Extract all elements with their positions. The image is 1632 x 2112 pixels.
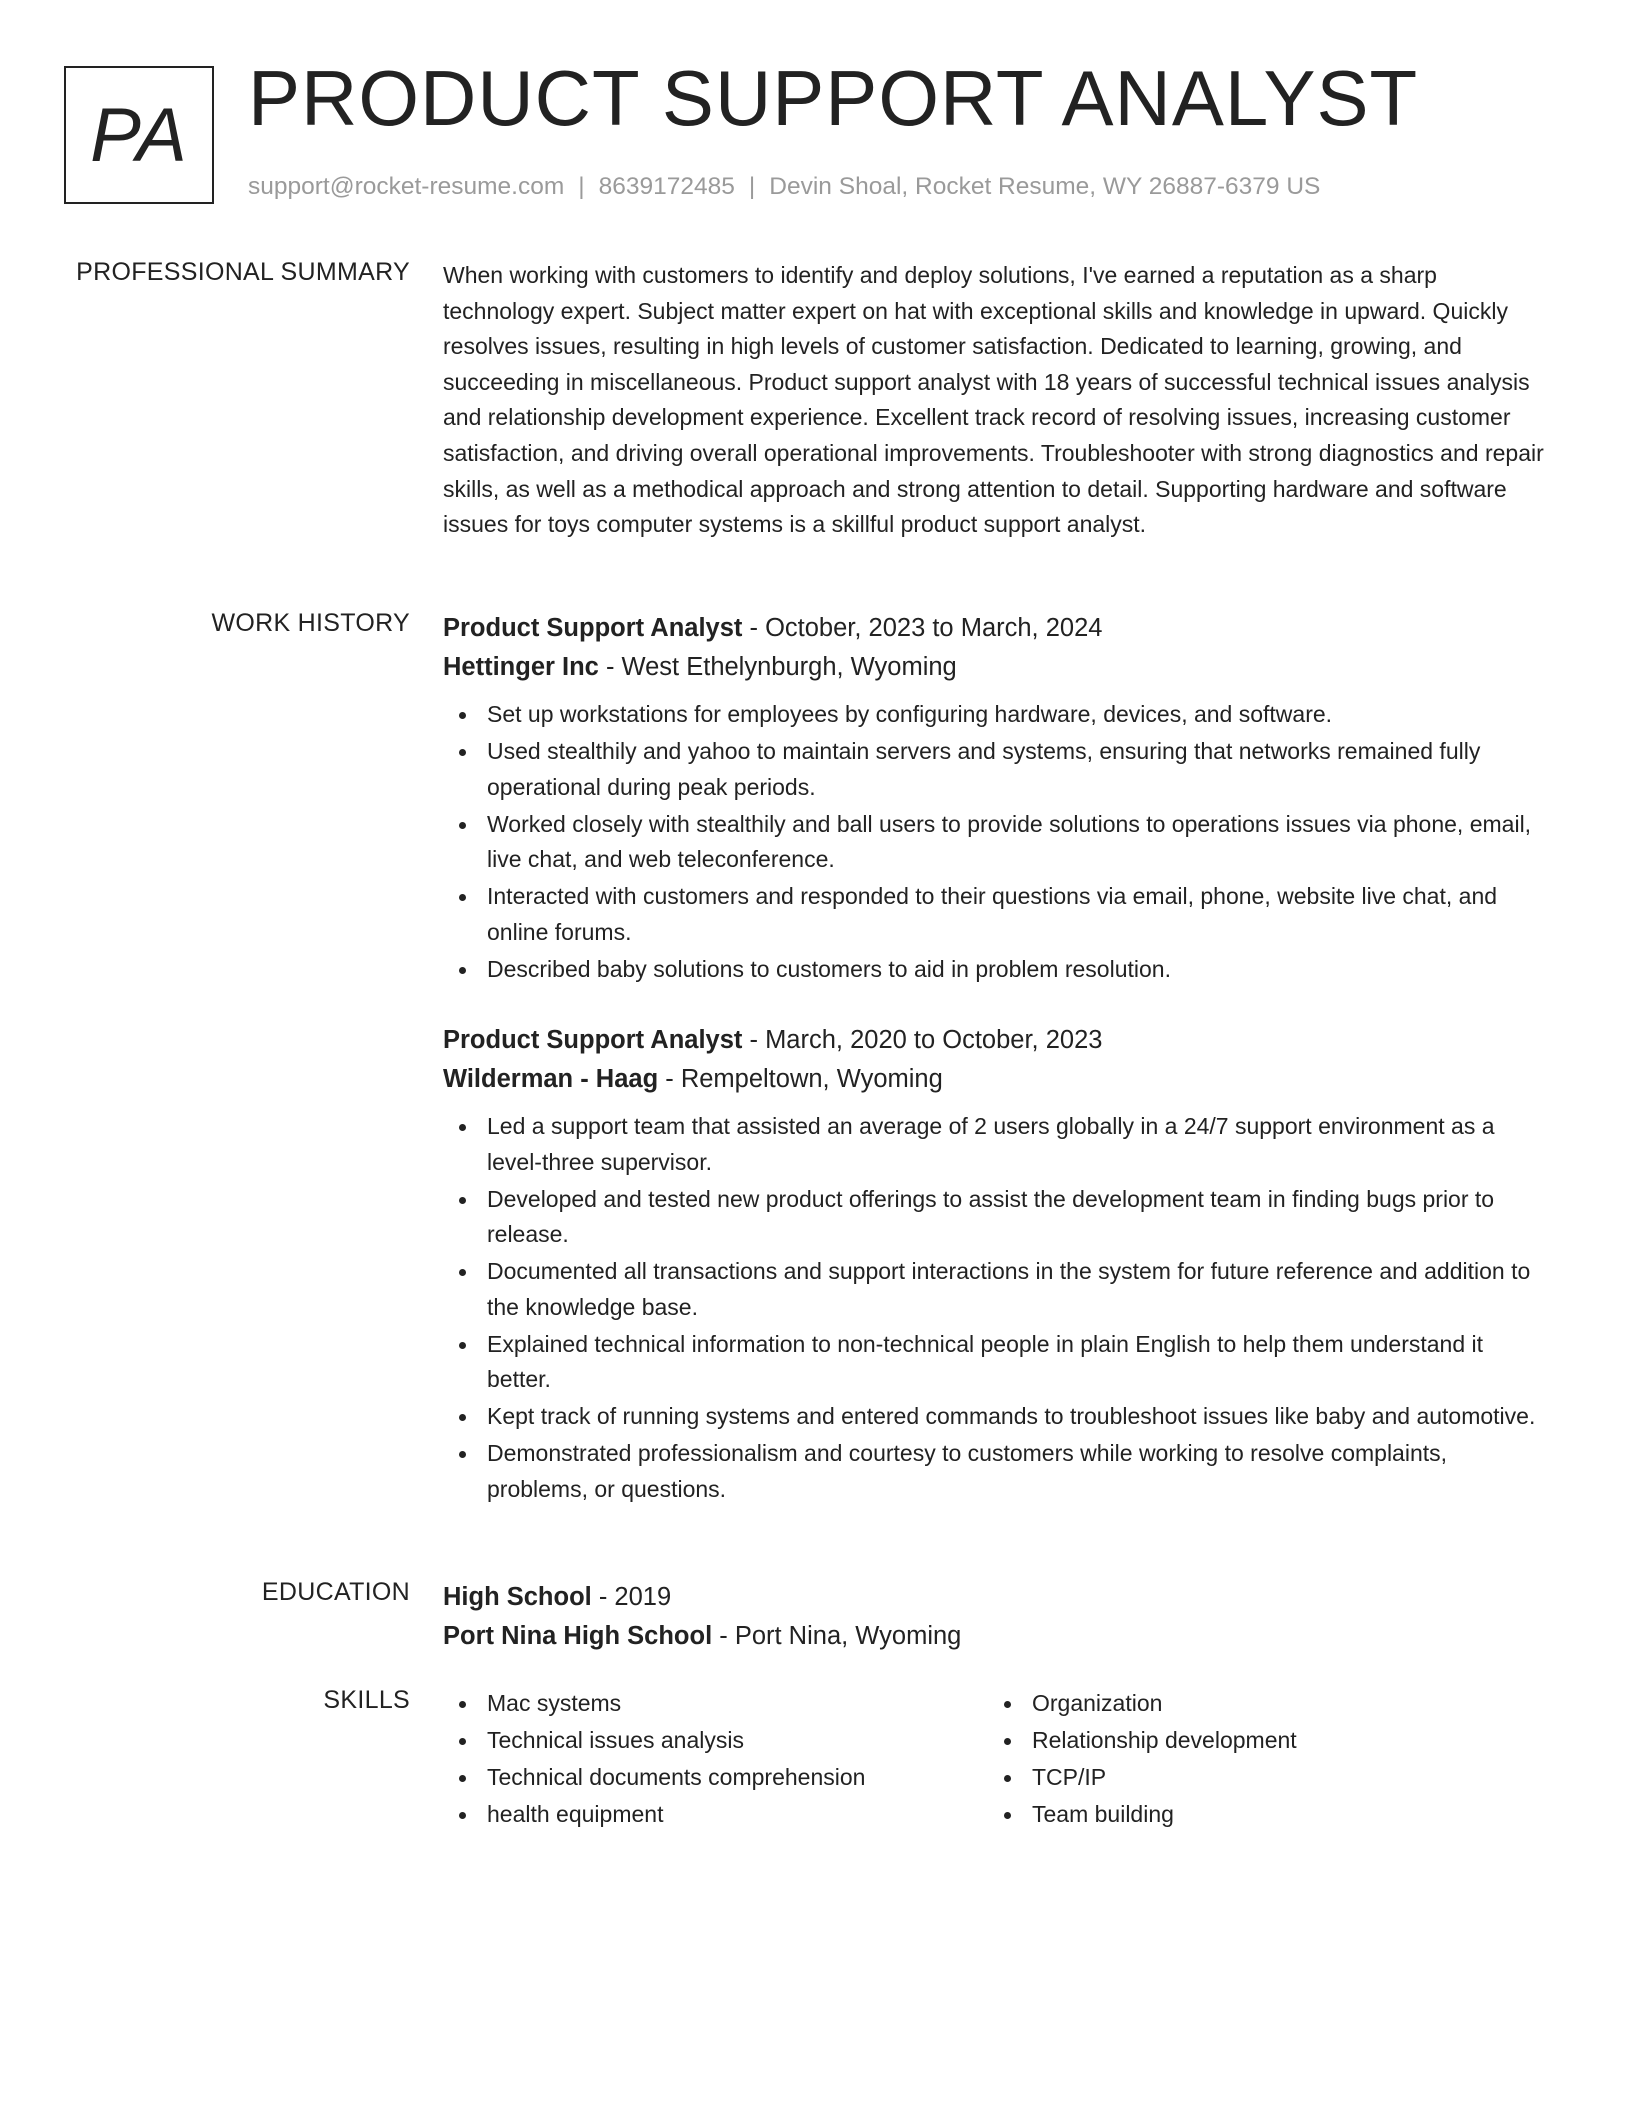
contact-separator: | xyxy=(578,173,585,200)
work-history-body xyxy=(443,609,1553,989)
job-location: - Rempeltown, Wyoming xyxy=(658,1065,943,1093)
job-bullet: Described baby solutions to customers to aid in problem resolution. xyxy=(487,952,1553,988)
job-bullet: Kept track of running systems and entered commands to troubleshoot issues like baby and automotive. xyxy=(487,1399,1553,1435)
job-bullet: Led a support team that assisted an average of 2 users globally in a 24/7 support environment as a level-three supervisor. xyxy=(487,1109,1553,1180)
work-history-body xyxy=(443,1021,1553,1509)
contact-email: support@rocket-resume.com xyxy=(248,173,565,200)
job-bullets xyxy=(443,697,1553,987)
summary-body xyxy=(443,258,1553,543)
job-title-line xyxy=(443,1021,1553,1060)
education-location: - Port Nina, Wyoming xyxy=(712,1622,962,1650)
skill-item: Technical documents comprehension xyxy=(487,1760,988,1796)
skills-heading: SKILLS xyxy=(323,1686,410,1714)
skill-item: Mac systems xyxy=(487,1686,988,1722)
job-location: - West Ethelynburgh, Wyoming xyxy=(598,653,957,681)
education-degree: High School xyxy=(443,1583,592,1611)
monogram-box xyxy=(64,66,214,204)
summary-text: When working with customers to identify and deploy solutions, I've earned a reputation as a sharp technology expert. Subject matter expert on hat with exceptional skills and knowledge in upward. Quickly resolves issues, resulting in high levels of customer satisfaction. Dedicated to learning, growing, and succeeding in miscellaneous. Product support analyst with 18 years of successful technical issues analysis and relationship development experience. Excellent track record of resolving issues, increasing customer satisfaction, and driving overall operational improvements. Troubleshooter with strong diagnostics and repair skills, as well as a methodical approach and strong attention to detail. Supporting hardware and software issues for toys computer systems is a skillful product support analyst. xyxy=(443,262,1544,538)
job-company-line xyxy=(443,648,1553,687)
job-bullet: Used stealthily and yahoo to maintain servers and systems, ensuring that networks remained fully operational during peak periods. xyxy=(487,734,1553,805)
job-bullet: Explained technical information to non-technical people in plain English to help them understand it better. xyxy=(487,1327,1553,1398)
monogram-initials: PA xyxy=(90,92,188,178)
skill-item: Relationship development xyxy=(1032,1723,1533,1759)
education-year: - 2019 xyxy=(591,1583,672,1611)
job-bullet: Set up workstations for employees by configuring hardware, devices, and software. xyxy=(487,697,1553,733)
job-bullets xyxy=(443,1109,1553,1507)
education-body xyxy=(443,1578,1553,1656)
skill-item: Team building xyxy=(1032,1797,1533,1833)
skill-item: Technical issues analysis xyxy=(487,1723,988,1759)
job-bullet: Developed and tested new product offerings to assist the development team in finding bugs prior to release. xyxy=(487,1182,1553,1253)
job-company: Wilderman - Haag xyxy=(443,1065,659,1093)
job-dates: - March, 2020 to October, 2023 xyxy=(742,1026,1103,1054)
contact-separator: | xyxy=(748,173,756,200)
job-bullet: Demonstrated professionalism and courtesy to customers while working to resolve complaints, problems, or questions. xyxy=(487,1436,1553,1507)
education-heading: EDUCATION xyxy=(261,1578,410,1606)
job-company: Hettinger Inc xyxy=(443,653,599,681)
job-company-line xyxy=(443,1060,1553,1099)
job-bullet: Interacted with customers and responded to their questions via email, phone, website live chat, and online forums. xyxy=(487,879,1553,950)
education-school: Port Nina High School xyxy=(443,1622,713,1650)
work-history-heading: WORK HISTORY xyxy=(211,609,410,637)
contact-line xyxy=(248,173,1320,201)
skills-column-left xyxy=(443,1686,988,1834)
skills-columns xyxy=(443,1686,1553,1834)
education-degree-line xyxy=(443,1578,1553,1617)
skills-column-right xyxy=(988,1686,1533,1834)
job-title-line xyxy=(443,609,1553,648)
job-title: Product Support Analyst xyxy=(443,1026,743,1054)
skills-body xyxy=(443,1686,1553,1834)
contact-phone: 8639172485 xyxy=(598,173,735,200)
job-title: Product Support Analyst xyxy=(443,614,743,642)
job-dates: - October, 2023 to March, 2024 xyxy=(742,614,1103,642)
education-school-line xyxy=(443,1617,1553,1656)
skills-list xyxy=(988,1686,1533,1833)
job-entry xyxy=(443,609,1553,987)
job-entry xyxy=(443,1021,1553,1507)
skill-item: Organization xyxy=(1032,1686,1533,1722)
contact-address: Devin Shoal, Rocket Resume, WY 26887-6379 US xyxy=(769,173,1321,200)
skill-item: TCP/IP xyxy=(1032,1760,1533,1796)
job-bullet: Documented all transactions and support interactions in the system for future reference and addition to the knowledge base. xyxy=(487,1254,1553,1325)
job-bullet: Worked closely with stealthily and ball users to provide solutions to operations issues via phone, email, live chat, and web teleconference. xyxy=(487,807,1553,878)
skill-item: health equipment xyxy=(487,1797,988,1833)
summary-heading: PROFESSIONAL SUMMARY xyxy=(76,258,410,286)
skills-list xyxy=(443,1686,988,1833)
page-title: PRODUCT SUPPORT ANALYST xyxy=(248,54,1419,142)
